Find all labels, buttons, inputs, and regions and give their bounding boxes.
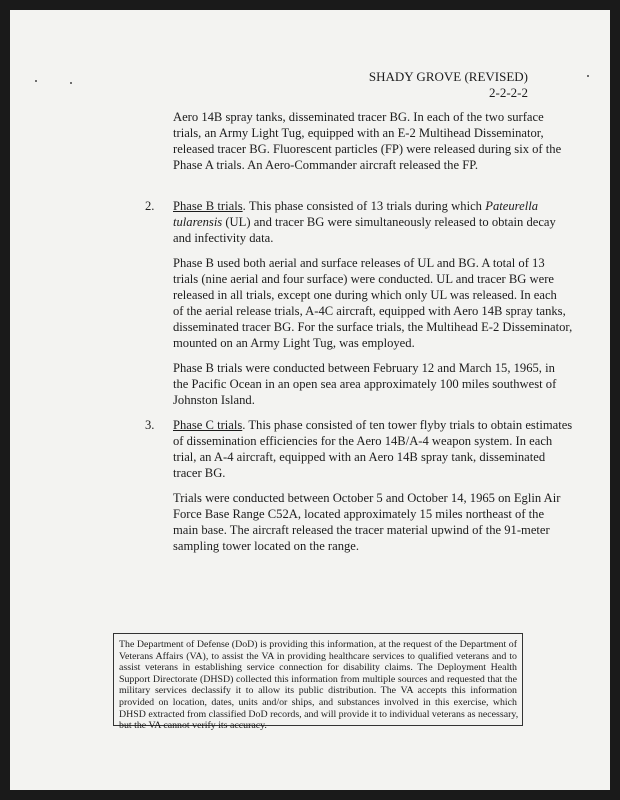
text-line: trials, an Army Light Tug, equipped with an E-2 Multihead Disseminator,	[173, 126, 544, 140]
list-number: 2.	[145, 199, 155, 213]
text-line: main base. The aircraft released the tracer material upwind of the 91-meter	[173, 523, 550, 537]
text-line: of the aerial release trials, A-4C aircraft, equipped with Aero 14B spray tanks,	[173, 304, 566, 318]
text-line: trials (nine aerial and four surface) were conducted. UL and tracer BG were	[173, 272, 555, 286]
disclaimer-line: military services declassify it to allow its public distribution. The VA accepts this information	[119, 685, 517, 697]
text-line: released in all trials, except one during which only UL was released. In each	[173, 288, 557, 302]
section-heading: Phase C trials	[173, 418, 243, 432]
scan-speck	[35, 80, 37, 82]
text-line: disseminated tracer BG. For the surface trials, the Multihead E-2 Disseminator,	[173, 320, 573, 334]
text-line: sampling tower located on the range.	[173, 539, 360, 553]
text-line: Johnston Island.	[173, 393, 255, 407]
paragraph-phase-b-dates	[173, 360, 557, 408]
paragraph-phase-c-intro	[173, 417, 573, 481]
section-heading: Phase B trials	[173, 199, 243, 213]
paragraph-phase-b-intro	[173, 198, 556, 246]
text-line: Force Base Range C52A, located approximately 15 miles northeast of the	[173, 507, 545, 521]
text-line: Phase B used both aerial and surface releases of UL and BG. A total of 13	[173, 256, 545, 270]
scan-speck	[587, 75, 589, 77]
list-number: 3.	[145, 418, 155, 432]
paragraph-phase-b-details	[173, 255, 573, 351]
text-line: Phase A trials. An Aero-Commander aircraft released the FP.	[173, 158, 478, 172]
document-page	[10, 10, 610, 790]
disclaimer-line: Support Directorate (DHSD) collected this information from multiple sources and requested that the	[119, 673, 517, 685]
paragraph-phase-c-dates	[173, 490, 561, 554]
disclaimer-line: DHSD extracted from classified DoD records, and will provide it to individual veterans as necessary,	[119, 708, 519, 720]
text-line: tracer BG.	[173, 466, 226, 480]
text-line: the Pacific Ocean in an open sea area approximately 100 miles southwest of	[173, 377, 557, 391]
scan-speck	[70, 82, 72, 84]
disclaimer-line: The Department of Defense (DoD) is providing this information, at the request of the Department of	[119, 639, 517, 650]
text-line: trial, an A-4 aircraft, equipped with an Aero 14B spray tank, disseminated	[173, 450, 546, 464]
text-line: Phase B trials were conducted between February 12 and March 15, 1965, in	[173, 361, 555, 375]
disclaimer-box	[113, 633, 523, 732]
text-line: and infectivity data.	[173, 231, 274, 245]
disclaimer-line: Veterans Affairs (VA), to assist the VA in providing healthcare services to qualified veterans and to	[119, 650, 517, 662]
disclaimer-line: provided on location, dates, units and/or ships, and substances involved in this exercise, which	[119, 696, 517, 708]
document-title: SHADY GROVE (REVISED)	[368, 69, 528, 84]
paragraph-phase-a-continued	[173, 109, 562, 173]
disclaimer-line: but the VA cannot verify its accuracy.	[119, 720, 267, 732]
text-line: of dissemination efficiencies for the Aero 14B/A-4 weapon system. In each	[173, 434, 553, 448]
text-line: Phase C trials. This phase consisted of ten tower flyby trials to obtain estimates	[173, 418, 573, 432]
text-line: mounted on an Army Light Tug, was employed.	[173, 336, 415, 350]
page-number: 2-2-2-2	[489, 85, 528, 100]
text-line: Trials were conducted between October 5 and October 14, 1965 on Eglin Air	[173, 491, 561, 505]
text-line: Phase B trials. This phase consisted of 13 trials during which Pateurella	[173, 199, 538, 213]
disclaimer-line: assist veterans in establishing service connection for disability claims. The Deployment Health	[119, 662, 517, 674]
text-line: Aero 14B spray tanks, disseminated tracer BG. In each of the two surface	[173, 110, 544, 124]
text-line: released tracer BG. Fluorescent particles (FP) were released during six of the	[173, 142, 562, 156]
text-line: tularensis (UL) and tracer BG were simultaneously released to obtain decay	[173, 215, 556, 229]
